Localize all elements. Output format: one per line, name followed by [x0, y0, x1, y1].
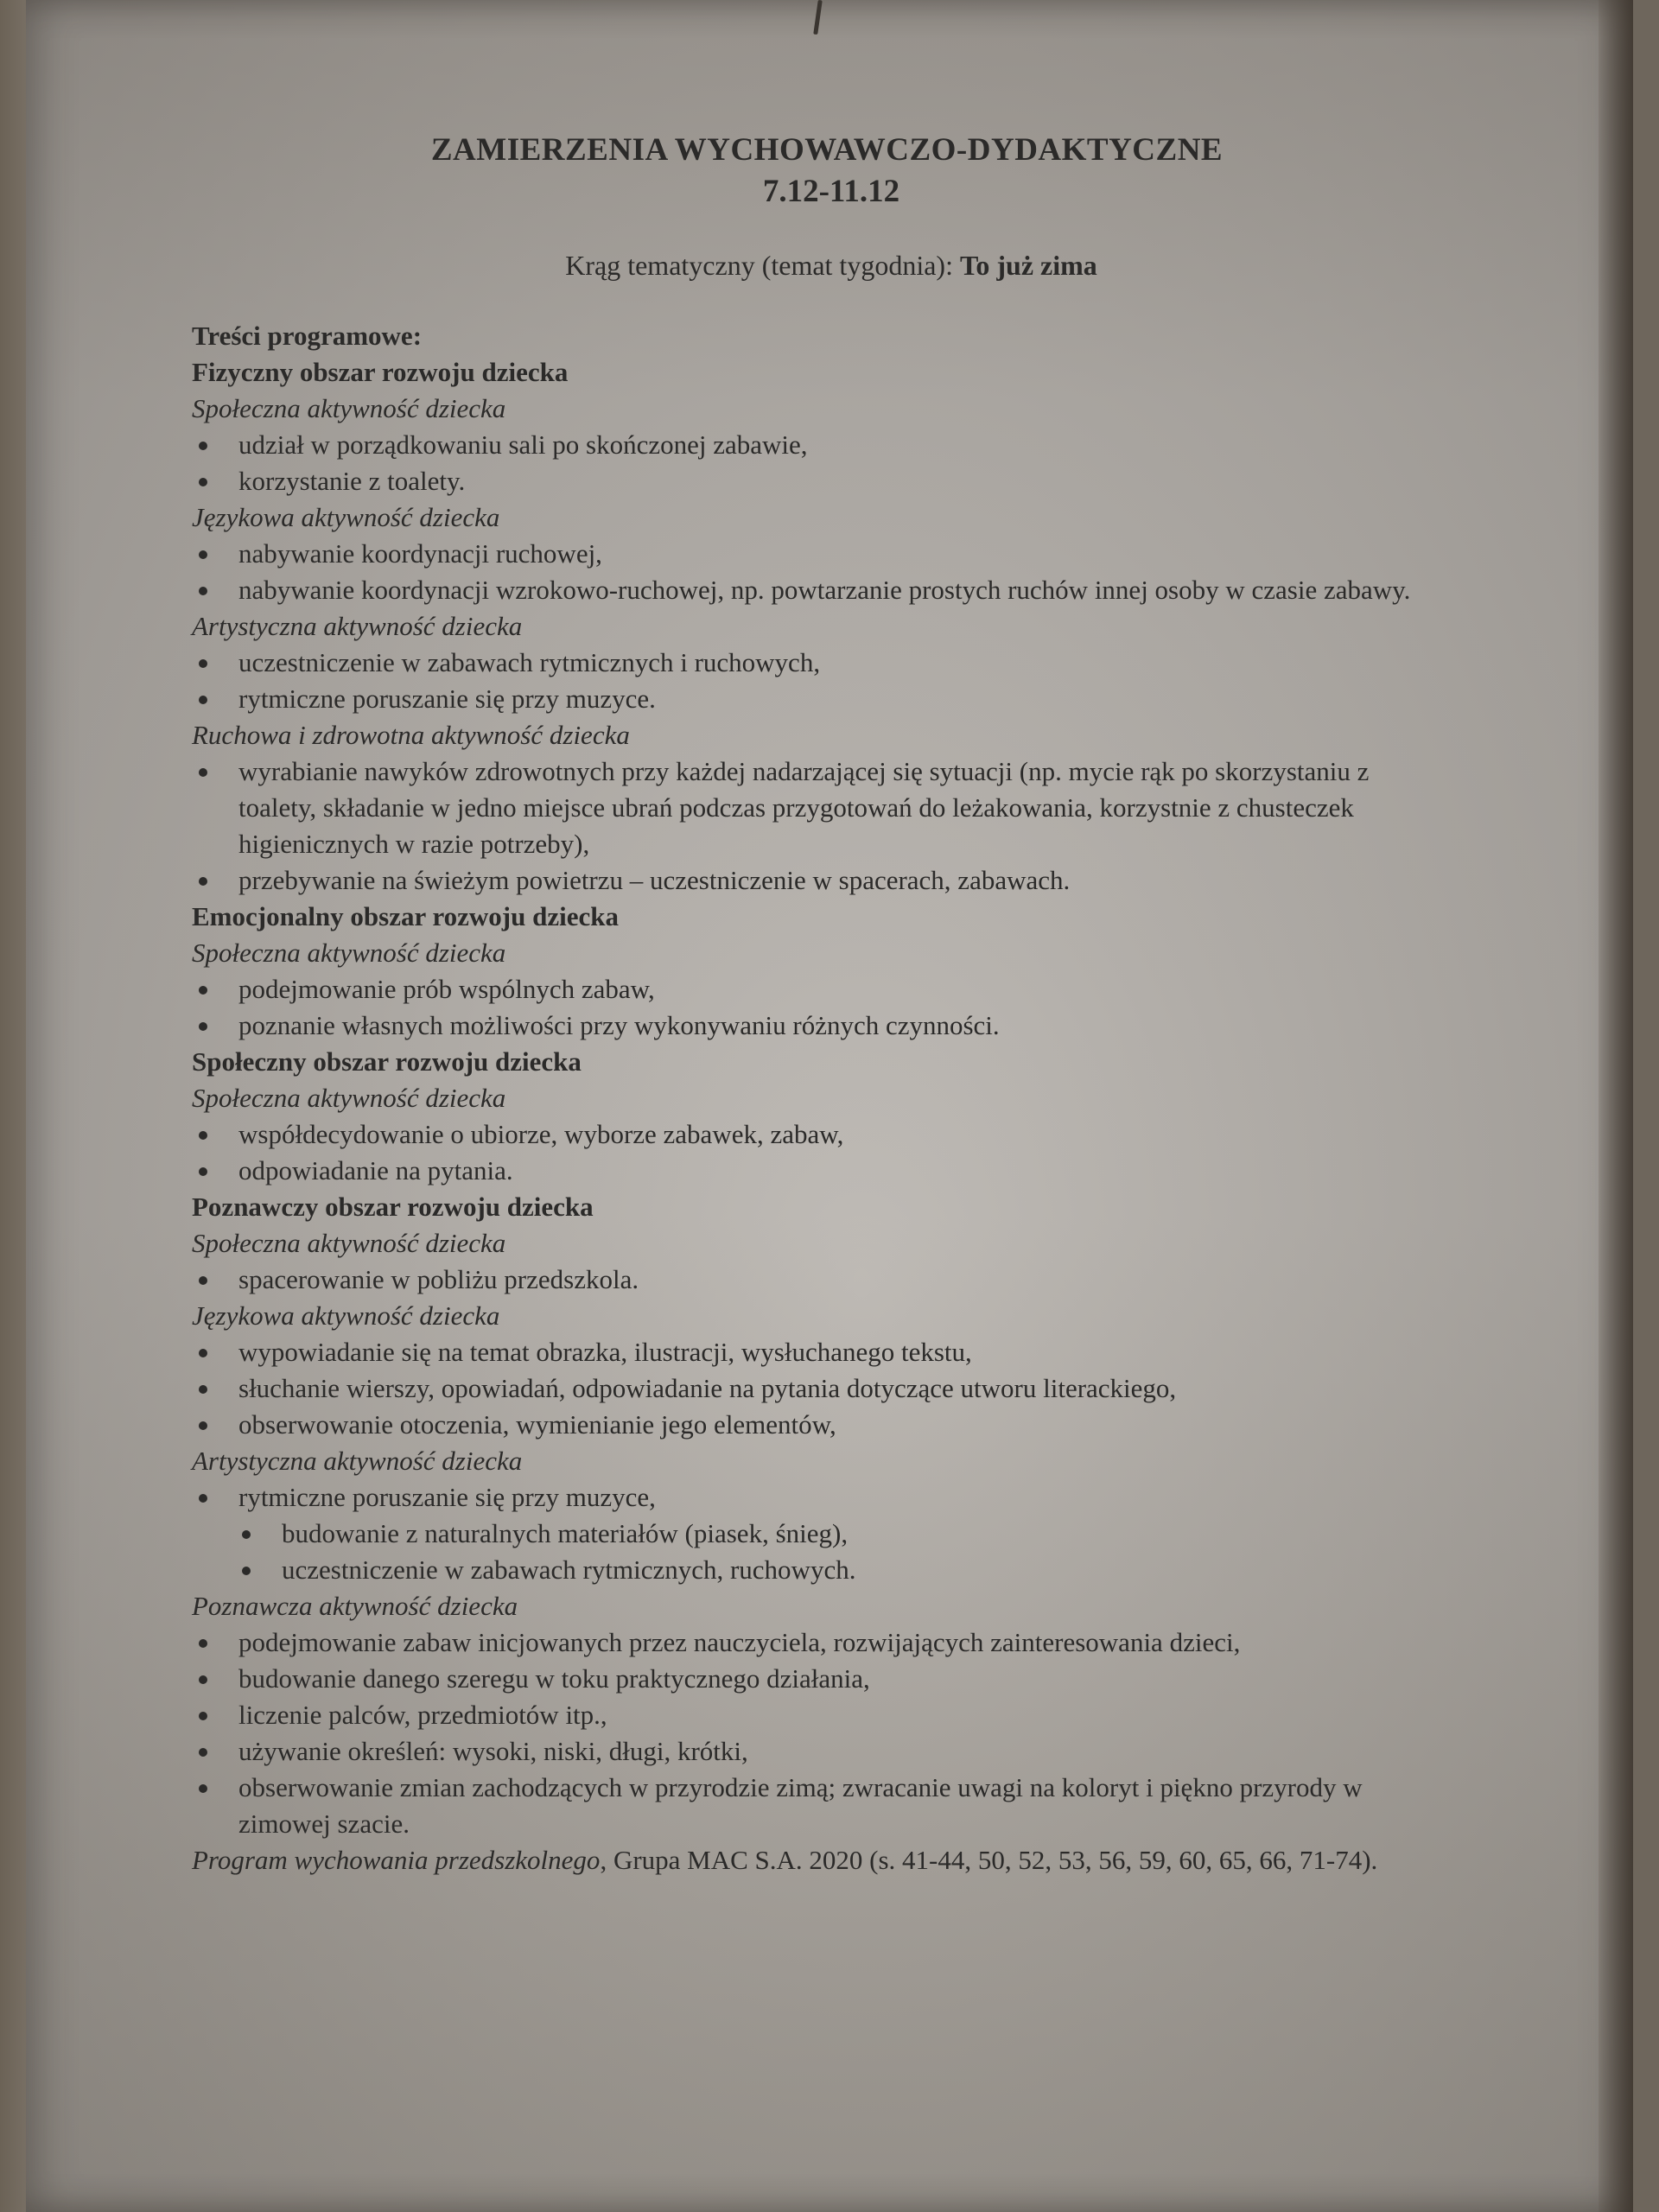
list-item [192, 1733, 1445, 1770]
bullet-icon [199, 659, 207, 668]
bullet-list [192, 1479, 1445, 1516]
list-item [192, 1661, 1445, 1697]
bullet-icon [199, 1022, 207, 1031]
bullet-icon [199, 1421, 207, 1430]
tresci-heading: Treści programowe: [192, 321, 423, 351]
bullet-icon [199, 986, 207, 995]
list-item-text: korzystanie z toalety. [238, 466, 466, 496]
theme-line [192, 247, 1445, 283]
paper-edge-shadow [1599, 0, 1633, 2212]
group-label: Społeczna aktywność dziecka [192, 938, 506, 968]
list-item-text: uczestniczenie w zabawach rytmicznych i ruchowych, [238, 647, 821, 677]
bullet-list [192, 1116, 1445, 1189]
area-heading: Poznawczy obszar rozwoju dziecka [192, 1192, 594, 1222]
bullet-icon [199, 696, 207, 704]
bullet-icon [199, 1385, 207, 1394]
list-item [192, 1697, 1445, 1733]
bullet-icon [242, 1530, 251, 1539]
bullet-icon [199, 1276, 207, 1285]
bullet-icon [199, 1675, 207, 1684]
bullet-list [192, 971, 1445, 1044]
area-heading: Emocjonalny obszar rozwoju dziecka [192, 901, 619, 931]
bullet-icon [199, 1494, 207, 1503]
list-item [192, 1624, 1445, 1661]
bullet-list [192, 753, 1445, 899]
list-item [192, 463, 1445, 499]
theme-value: To już zima [959, 250, 1097, 281]
list-item [192, 1479, 1445, 1516]
list-item-text: nabywanie koordynacji wzrokowo-ruchowej, np. powtarzanie prostych ruchów innej osoby w czasie zabawy. [238, 575, 1411, 605]
list-item [192, 1552, 1445, 1588]
list-item-text: uczestniczenie w zabawach rytmicznych, ruchowych. [282, 1554, 856, 1585]
group-label: Społeczna aktywność dziecka [192, 1083, 506, 1113]
group-label: Językowa aktywność dziecka [192, 1300, 500, 1331]
list-item-text: wypowiadanie się na temat obrazka, ilustracji, wysłuchanego tekstu, [238, 1337, 972, 1367]
list-item-text: obserwowanie otoczenia, wymienianie jego elementów, [238, 1409, 836, 1440]
group-label: Społeczna aktywność dziecka [192, 393, 506, 423]
list-item-text: wyrabianie nawyków zdrowotnych przy każdej nadarzającej się sytuacji (np. mycie rąk po skorzystaniu z toalety, składanie w jedno miejsce ubrań podczas przygotowań do leżakowania, korzystnie z chusteczek higienicznych w razie potrzeby), [238, 756, 1370, 859]
bullet-icon [199, 587, 207, 595]
list-item [192, 1153, 1445, 1189]
bullet-list [192, 1334, 1445, 1443]
bullet-list [192, 536, 1445, 608]
list-item-text: podejmowanie zabaw inicjowanych przez nauczyciela, rozwijających zainteresowania dzieci, [238, 1627, 1241, 1657]
list-item [192, 1007, 1445, 1044]
list-item-text: nabywanie koordynacji ruchowej, [238, 538, 602, 569]
footer-reference [192, 1842, 1445, 1878]
bullet-icon [199, 877, 207, 886]
list-item [192, 536, 1445, 572]
bullet-icon [199, 550, 207, 559]
document-content [192, 130, 1445, 1878]
list-item [192, 971, 1445, 1007]
list-item-text: poznanie własnych możliwości przy wykonywaniu różnych czynności. [238, 1010, 1000, 1040]
bullet-icon [199, 1349, 207, 1357]
program-details: , Grupa MAC S.A. 2020 (s. 41-44, 50, 52, 53, 56, 59, 60, 65, 66, 71-74). [600, 1845, 1378, 1875]
list-item [192, 572, 1445, 608]
group-label: Społeczna aktywność dziecka [192, 1228, 506, 1258]
list-item [192, 1770, 1445, 1842]
sub-bullet-list [192, 1516, 1445, 1588]
pin-mark [813, 0, 823, 35]
bullet-icon [199, 1784, 207, 1793]
list-item [192, 1116, 1445, 1153]
bullet-list [192, 1624, 1445, 1842]
list-item-text: budowanie danego szeregu w toku praktycznego działania, [238, 1663, 870, 1694]
area-heading: Fizyczny obszar rozwoju dziecka [192, 357, 569, 387]
document-dates: 7.12-11.12 [762, 174, 900, 209]
list-item-text: obserwowanie zmian zachodzących w przyrodzie zimą; zwracanie uwagi na koloryt i piękno przyrody w zimowej szacie. [238, 1772, 1363, 1839]
list-item-text: odpowiadanie na pytania. [238, 1155, 513, 1185]
bullet-icon [199, 478, 207, 486]
list-item [192, 645, 1445, 681]
paper-sheet [26, 0, 1633, 2212]
list-item-text: przebywanie na świeżym powietrzu – uczestniczenie w spacerach, zabawach. [238, 865, 1071, 895]
list-item-text: współdecydowanie o ubiorze, wyborze zabawek, zabaw, [238, 1119, 844, 1149]
list-item [192, 1516, 1445, 1552]
bullet-icon [242, 1567, 251, 1575]
list-item-text: podejmowanie prób wspólnych zabaw, [238, 974, 655, 1004]
bullet-icon [199, 1131, 207, 1140]
bullet-icon [199, 1639, 207, 1648]
document-title: ZAMIERZENIA WYCHOWAWCZO-DYDAKTYCZNE [430, 132, 1224, 168]
list-item-text: rytmiczne poruszanie się przy muzyce, [238, 1482, 656, 1512]
list-item-text: rytmiczne poruszanie się przy muzyce. [238, 683, 656, 714]
list-item-text: udział w porządkowaniu sali po skończonej zabawie, [238, 429, 808, 460]
list-item [192, 1370, 1445, 1407]
bullet-list [192, 645, 1445, 717]
bullet-list [192, 1262, 1445, 1298]
list-item [192, 427, 1445, 463]
list-item [192, 862, 1445, 899]
group-label: Poznawcza aktywność dziecka [192, 1591, 518, 1621]
list-item [192, 1262, 1445, 1298]
list-item [192, 1407, 1445, 1443]
list-item-text: używanie określeń: wysoki, niski, długi, krótki, [238, 1736, 748, 1766]
theme-prefix: Krąg tematyczny (temat tygodnia): [565, 250, 953, 281]
list-item [192, 753, 1445, 862]
list-item [192, 1334, 1445, 1370]
list-item-text: spacerowanie w pobliżu przedszkola. [238, 1264, 639, 1294]
program-title: Program wychowania przedszkolnego [192, 1845, 601, 1875]
bullet-icon [199, 1748, 207, 1757]
bullet-icon [199, 442, 207, 450]
area-heading: Społeczny obszar rozwoju dziecka [192, 1046, 582, 1077]
group-label: Ruchowa i zdrowotna aktywność dziecka [192, 720, 630, 750]
bullet-list [192, 427, 1445, 499]
list-item [192, 681, 1445, 717]
bullet-icon [199, 768, 207, 777]
list-item-text: budowanie z naturalnych materiałów (piasek, śnieg), [282, 1518, 849, 1548]
bullet-icon [199, 1167, 207, 1176]
list-item-text: słuchanie wierszy, opowiadań, odpowiadanie na pytania dotyczące utworu literackiego, [238, 1373, 1177, 1403]
group-label: Językowa aktywność dziecka [192, 502, 500, 532]
group-label: Artystyczna aktywność dziecka [192, 1446, 523, 1476]
list-item-text: liczenie palców, przedmiotów itp., [238, 1700, 607, 1730]
group-label: Artystyczna aktywność dziecka [192, 611, 523, 641]
bullet-icon [199, 1712, 207, 1720]
